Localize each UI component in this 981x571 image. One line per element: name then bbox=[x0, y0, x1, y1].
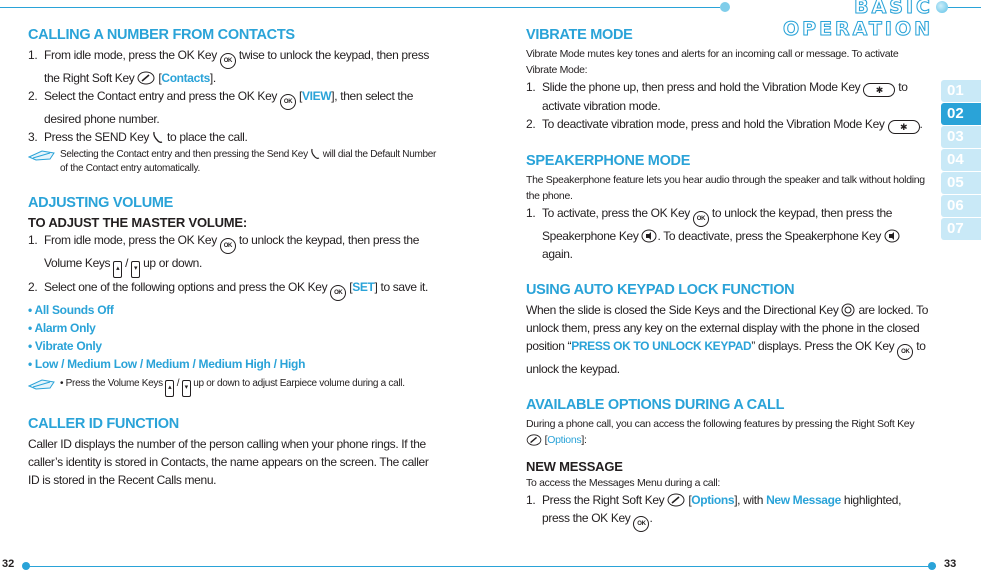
ok-key-icon: OK bbox=[633, 516, 649, 532]
ok-key-icon: OK bbox=[897, 344, 913, 360]
right-column bbox=[526, 26, 931, 532]
ok-key-icon: OK bbox=[220, 238, 236, 254]
options-intro: During a phone call, you can access the following features by pressing the Right Soft Key [Options]: bbox=[526, 418, 915, 446]
options-label: Options bbox=[547, 434, 582, 446]
chapter-tab-05[interactable]: 05 bbox=[941, 172, 981, 194]
section-header-title: BASIC OPERATION bbox=[783, 0, 933, 40]
ok-key-icon: OK bbox=[220, 53, 236, 69]
note-pen-icon bbox=[28, 148, 56, 162]
speaker-step-1: 1. To activate, press the OK Key OK to unlock the keypad, then press the Speakerphone Key . To deactivate, press the Speakerphone Key again. bbox=[526, 204, 931, 263]
volume-subtitle: TO ADJUST THE MASTER VOLUME: bbox=[28, 215, 248, 230]
new-message-steps bbox=[526, 491, 931, 532]
send-key-icon bbox=[152, 130, 164, 144]
volume-option: • Vibrate Only bbox=[28, 339, 102, 353]
view-label: VIEW bbox=[302, 89, 332, 103]
new-message-intro: To access the Messages Menu during a call: bbox=[526, 477, 721, 489]
callerid-section-title: CALLER ID FUNCTION bbox=[28, 416, 179, 432]
vibrate-intro: Vibrate Mode mutes key tones and alerts for an incoming call or message. To activate Vibrate Mode: bbox=[526, 48, 899, 76]
callerid-body: Caller ID displays the number of the person calling when your phone rings. If the caller’s identity is stored in Contacts, the name appears on the screen. The caller ID is stored in the Recent Calls menu. bbox=[28, 437, 429, 487]
directional-key-icon bbox=[841, 303, 855, 317]
calling-note: Selecting the Contact entry and then pressing the Send Key will dial the Default Number of the Contact entry automatically. bbox=[28, 148, 438, 176]
left-column bbox=[28, 26, 438, 489]
right-soft-key-icon bbox=[667, 493, 685, 507]
unlock-keypad-label: PRESS OK TO UNLOCK KEYPAD bbox=[571, 339, 752, 353]
ok-key-icon: OK bbox=[693, 211, 709, 227]
options-section-title: AVAILABLE OPTIONS DURING A CALL bbox=[526, 397, 785, 413]
vibrate-section-title: VIBRATE MODE bbox=[526, 27, 633, 43]
send-key-icon bbox=[310, 148, 320, 160]
autolock-body: When the slide is closed the Side Keys and the Directional Key are locked. To unlock them, press any key on the external display with the phone in the closed position “PRESS OK TO UNLOCK KEYPAD” displays. Press the OK Key OK to unlock the keypad. bbox=[526, 303, 929, 376]
chapter-tab-07[interactable]: 07 bbox=[941, 218, 981, 240]
speakerphone-key-icon bbox=[884, 229, 900, 243]
options-label: Options bbox=[691, 493, 735, 507]
header-rule-tail bbox=[948, 7, 981, 8]
set-label: SET bbox=[352, 280, 375, 294]
vibrate-steps bbox=[526, 78, 931, 134]
speaker-steps bbox=[526, 204, 931, 263]
chapter-tab-04[interactable]: 04 bbox=[941, 149, 981, 171]
header-rule bbox=[0, 7, 720, 8]
speakerphone-key-icon bbox=[641, 229, 657, 243]
autolock-section-title: USING AUTO KEYPAD LOCK FUNCTION bbox=[526, 282, 795, 298]
vibrate-step-2: 2. To deactivate vibration mode, press and hold the Vibration Mode Key ✱ . bbox=[526, 117, 923, 132]
calling-steps bbox=[28, 46, 438, 146]
footer-rule bbox=[28, 566, 936, 567]
ok-key-icon: OK bbox=[330, 285, 346, 301]
volume-option: • Alarm Only bbox=[28, 321, 96, 335]
volume-steps bbox=[28, 231, 438, 301]
chapter-tab-03[interactable]: 03 bbox=[941, 126, 981, 148]
calling-section-title: CALLING A NUMBER FROM CONTACTS bbox=[28, 27, 295, 43]
speaker-intro: The Speakerphone feature lets you hear audio through the speaker and talk without holding the phone. bbox=[526, 174, 925, 202]
volume-up-key-icon: ▴ bbox=[113, 261, 122, 278]
new-message-label: New Message bbox=[766, 493, 841, 507]
vibration-mode-key-icon: ✱ bbox=[888, 120, 920, 134]
volume-down-key-icon: ▾ bbox=[131, 261, 140, 278]
chapter-tab-02[interactable]: 02 bbox=[941, 103, 981, 125]
page-number-left: 32 bbox=[2, 558, 15, 570]
ok-key-icon: OK bbox=[280, 94, 296, 110]
volume-up-key-icon: ▴ bbox=[165, 380, 174, 397]
volume-option: • Low / Medium Low / Medium / Medium High / High bbox=[28, 357, 306, 371]
calling-step-3: 3. Press the SEND Key to place the call. bbox=[28, 130, 248, 144]
right-soft-key-icon bbox=[137, 71, 155, 85]
speaker-section-title: SPEAKERPHONE MODE bbox=[526, 153, 691, 169]
volume-step-2: 2. Select one of the following options and press the OK Key OK [SET] to save it. bbox=[28, 278, 438, 301]
contacts-label: Contacts bbox=[161, 71, 210, 85]
volume-option: • All Sounds Off bbox=[28, 303, 114, 317]
chapter-tab-06[interactable]: 06 bbox=[941, 195, 981, 217]
vibrate-step-1: 1. Slide the phone up, then press and hold the Vibration Mode Key ✱ to activate vibration mode. bbox=[526, 80, 908, 113]
volume-down-key-icon: ▾ bbox=[182, 380, 191, 397]
volume-section-title: ADJUSTING VOLUME bbox=[28, 195, 174, 211]
vibration-mode-key-icon: ✱ bbox=[863, 83, 895, 97]
footer-dot-right bbox=[928, 562, 936, 570]
calling-step-1: 1. From idle mode, press the OK Key OK twise to unlock the keypad, then press the Right Soft Key [Contacts]. bbox=[28, 48, 429, 85]
chapter-tabs bbox=[941, 80, 981, 241]
chapter-tab-01[interactable]: 01 bbox=[941, 80, 981, 102]
volume-note: • Press the Volume Keys ▴ / ▾ up or down to adjust Earpiece volume during a call. bbox=[28, 377, 438, 397]
new-message-step-1: 1. Press the Right Soft Key [Options], with New Message highlighted, press the OK Key OK . bbox=[526, 491, 931, 532]
header-orb bbox=[936, 1, 948, 13]
volume-step-1: 1. From idle mode, press the OK Key OK to unlock the keypad, then press the Volume Keys ▴ / ▾ up or down. bbox=[28, 231, 438, 278]
page-number-right: 33 bbox=[944, 558, 957, 570]
calling-step-2: 2. Select the Contact entry and press the OK Key OK [VIEW], then select the desired phone number. bbox=[28, 89, 414, 126]
right-soft-key-icon bbox=[526, 434, 542, 446]
note-pen-icon bbox=[28, 377, 56, 391]
new-message-subtitle: NEW MESSAGE bbox=[526, 459, 623, 474]
